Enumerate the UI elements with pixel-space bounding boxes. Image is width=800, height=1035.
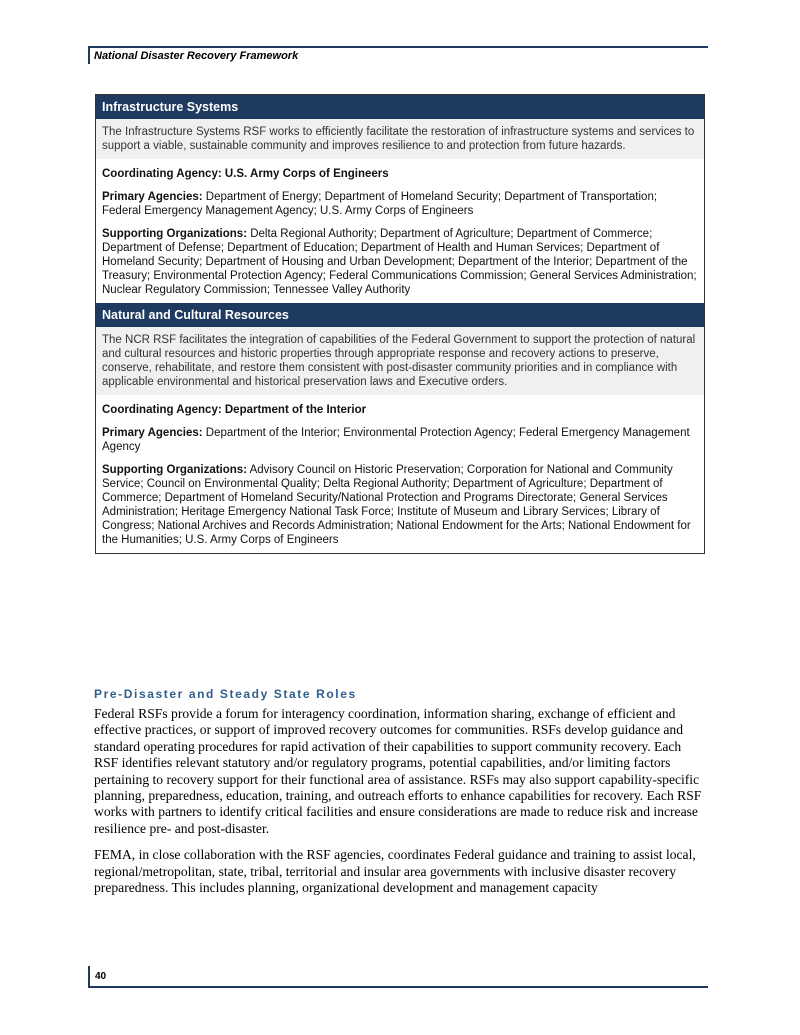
supporting-organizations-label: Supporting Organizations: xyxy=(102,464,248,476)
running-header xyxy=(88,46,708,64)
section-intro-infrastructure: The Infrastructure Systems RSF works to efficiently facilitate the restoration of infrastructure systems and services to support a viable, sustainable community and improves resilience to and protection from future hazards. xyxy=(96,119,704,159)
page-footer xyxy=(88,966,708,988)
primary-agencies xyxy=(102,426,698,454)
supporting-organizations-text: Advisory Council on Historic Preservation; Corporation for National and Community Service; Council on Environmental Quality; Delta Regional Authority; Department of Agriculture; Department of Commerce; Department of Homeland Security/National Protection and Programs Directorate; General Services Administration; Heritage Emergency National Task Force; Institute of Museum and Library Services; Library of Congress; National Archives and Records Administration; National Endowment for the Arts; National Endowment for the Humanities; U.S. Army Corps of Engineers xyxy=(102,464,691,546)
page-number: 40 xyxy=(95,971,107,982)
section-title-natural-cultural: Natural and Cultural Resources xyxy=(96,303,704,327)
paragraph: Federal RSFs provide a forum for interagency coordination, information sharing, exchange of efficient and effective practices, or support of improved recovery outcomes for communities. RSFs develop guidance and standard operating procedures for rapid activation of their capabilities to support community recovery. Each RSF identifies relevant statutory and/or regulatory programs, potential capabilities, and/or limiting factors pertaining to recovery support for their functional area of assistance. RSFs may also support capability-specific planning, preparedness, education, training, and outreach efforts to enhance capabilities for recovery. Each RSF works with partners to identify critical facilities and ensure considerations are made to reduce risk and increase resilience pre- and post-disaster. xyxy=(94,706,702,836)
coordinating-agency: Coordinating Agency: U.S. Army Corps of Engineers xyxy=(102,168,389,180)
body-text xyxy=(94,706,708,906)
paragraph: FEMA, in close collaboration with the RSF agencies, coordinates Federal guidance and training to assist local, regional/metropolitan, state, tribal, territorial and insular area governments with inclusive disaster recovery preparedness. This includes planning, organizational development and management capacity xyxy=(94,847,696,896)
coordinating-agency: Coordinating Agency: Department of the Interior xyxy=(102,404,367,416)
supporting-organizations-label: Supporting Organizations: xyxy=(102,228,248,240)
supporting-organizations xyxy=(102,463,698,547)
supporting-organizations-text: Delta Regional Authority; Department of Agriculture; Department of Commerce; Department of Defense; Department of Education; Department of Health and Human Services; Department of Homeland Security; Department of Housing and Urban Development; Department of the Interior; Department of the Treasury; Environmental Protection Agency; Federal Communications Commission; General Services Administration; Nuclear Regulatory Commission; Tennessee Valley Authority xyxy=(102,228,697,296)
header-rule xyxy=(88,46,708,48)
section-heading-roles: Pre-Disaster and Steady State Roles xyxy=(94,687,357,701)
section-body-infrastructure xyxy=(96,159,704,303)
primary-agencies-text: Department of Energy; Department of Homeland Security; Department of Transportation; Federal Emergency Management Agency; U.S. Army Corps of Engineers xyxy=(102,191,658,217)
primary-agencies-text: Department of the Interior; Environmental Protection Agency; Federal Emergency Management Agency xyxy=(102,427,690,453)
primary-agencies xyxy=(102,190,698,218)
primary-agencies-label: Primary Agencies: xyxy=(102,427,203,439)
supporting-organizations xyxy=(102,227,698,297)
rsf-table xyxy=(95,94,705,554)
footer-rule xyxy=(88,986,708,988)
section-title-infrastructure: Infrastructure Systems xyxy=(96,95,704,119)
section-intro-natural-cultural: The NCR RSF facilitates the integration of capabilities of the Federal Government to support the protection of natural and cultural resources and historic properties through appropriate response and recovery actions to preserve, conserve, rehabilitate, and restore them consistent with post-disaster community priorities and in compliance with applicable environmental and historical preservation laws and Executive orders. xyxy=(96,327,704,395)
header-title: National Disaster Recovery Framework xyxy=(94,50,299,62)
primary-agencies-label: Primary Agencies: xyxy=(102,191,203,203)
footer-tick xyxy=(88,966,90,988)
section-body-natural-cultural xyxy=(96,395,704,553)
header-tick xyxy=(88,46,90,64)
